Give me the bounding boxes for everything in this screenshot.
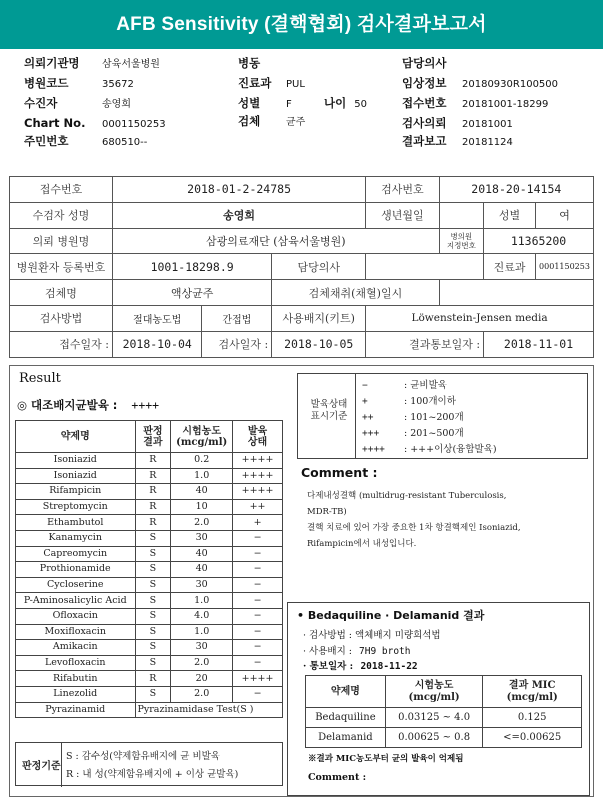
drug-result: S — [135, 562, 171, 578]
header-value: 균주 — [286, 117, 306, 128]
drug-concentration: 1.0 — [171, 468, 233, 484]
table-row — [16, 593, 283, 609]
header-key: 성별 — [238, 96, 261, 110]
header-value: 20181001 — [462, 119, 513, 130]
bd-table — [305, 675, 582, 748]
comment-line: 결핵 치료에 있어 가장 중요한 1차 항결핵제인 Isoniazid, — [307, 523, 521, 533]
drug-name: Ethambutol — [16, 515, 136, 531]
table-row — [16, 655, 283, 671]
drug-concentration: 20 — [171, 671, 233, 687]
bd-note: ※결과 MIC농도부터 균의 발육이 억제됨 — [308, 754, 464, 764]
drug-growth: ++++ — [233, 671, 283, 687]
table-row — [16, 671, 283, 687]
header-key: 결과보고 — [402, 134, 447, 148]
header-value: 35672 — [102, 79, 134, 90]
drug-concentration: 4.0 — [171, 608, 233, 624]
bd-mic: <=0.00625 — [483, 728, 582, 748]
header-ward — [238, 57, 286, 70]
drug-result: R — [135, 515, 171, 531]
drug-growth: − — [233, 608, 283, 624]
bd-conc: 0.00625 ~ 0.8 — [385, 728, 483, 748]
table-row — [16, 562, 283, 578]
comment-line: 다제내성결핵 (multidrug-resistant Tuberculosis, — [307, 491, 507, 501]
legend-row: ++++ : +++이상(융합발육) — [362, 444, 497, 455]
drug-growth: ++++ — [233, 468, 283, 484]
header-key: Chart No. — [24, 116, 86, 130]
bd-conc: 0.03125 ~ 4.0 — [385, 708, 483, 728]
drug-result: R — [135, 671, 171, 687]
department-value: 0001150253 — [536, 254, 594, 280]
report-date: 2018-11-01 — [484, 331, 594, 357]
header-key: 검체 — [238, 114, 261, 128]
header-value: 삼육서울병원 — [102, 59, 160, 70]
method-indirect: 간접법 — [202, 305, 272, 331]
judgement-key: 판정기준 — [22, 761, 61, 772]
header-doctor — [402, 57, 462, 70]
bd-notice-date: · 통보일자 : 2018-11-22 — [303, 661, 418, 672]
table-row — [16, 530, 283, 546]
drug-name: Rifampicin — [16, 484, 136, 500]
judgement-line-r: R : 내 성(약제함유배지에 + 이상 균발육) — [66, 769, 239, 780]
header-value: 50 — [354, 99, 367, 110]
header-request-date — [402, 117, 513, 131]
table-row — [16, 686, 283, 702]
info-label: 병의원 지정번호 — [439, 228, 483, 254]
info-label: 의뢰 병원명 — [10, 228, 113, 254]
info-label: 접수번호 — [10, 177, 113, 203]
drug-concentration: 40 — [171, 562, 233, 578]
designated-number: 11365200 — [484, 228, 594, 254]
drug-growth: − — [233, 546, 283, 562]
drug-concentration: 2.0 — [171, 686, 233, 702]
control-value: ++++ — [131, 398, 160, 412]
header-key: 접수번호 — [402, 96, 447, 110]
header-key: 담당의사 — [402, 56, 447, 70]
legend-row: +++ : 201~500개 — [362, 428, 464, 439]
sex-value: 여 — [536, 202, 594, 228]
drug-result: R — [135, 453, 171, 469]
header-value: 20180930R100500 — [462, 79, 559, 90]
drug-result: S — [135, 530, 171, 546]
info-label: 검사방법 — [10, 305, 113, 331]
drug-concentration: 40 — [171, 484, 233, 500]
drug-concentration: 30 — [171, 640, 233, 656]
info-label: 검체명 — [10, 280, 113, 306]
drug-concentration: 1.0 — [171, 593, 233, 609]
table-row — [16, 608, 283, 624]
divider — [61, 743, 62, 787]
hospital-name: 삼광의료재단 (삼육서울병원) — [113, 228, 440, 254]
info-label: 병원환자 등록번호 — [10, 254, 113, 280]
drug-name: P-Aminosalicylic Acid — [16, 593, 136, 609]
specimen-name: 액상균주 — [113, 280, 272, 306]
method-absolute: 절대농도법 — [113, 305, 202, 331]
bd-title: • Bedaquiline · Delamanid 결과 — [297, 609, 485, 622]
info-label: 성별 — [484, 202, 536, 228]
info-label: 사용배지(키트) — [272, 305, 366, 331]
header-specimen — [238, 115, 305, 129]
drug-result: R — [135, 468, 171, 484]
drug-concentration: 30 — [171, 577, 233, 593]
drug-result: S — [135, 593, 171, 609]
header-key: 주민번호 — [24, 134, 69, 148]
report-title: AFB Sensitivity (결핵협회) 검사결과보고서 — [0, 0, 603, 49]
table-row — [16, 577, 283, 593]
drug-growth: − — [233, 577, 283, 593]
drug-result: S — [135, 686, 171, 702]
judgement-criteria — [15, 742, 283, 786]
header-chart-no — [24, 117, 166, 131]
header-value: PUL — [286, 79, 305, 90]
control-label: ◎ 대조배지균발육 : — [17, 398, 118, 412]
bd-medium: · 사용배지 : 7H9 broth — [303, 646, 411, 657]
table-row — [16, 515, 283, 531]
column-header: 약제명 — [306, 676, 386, 708]
table-row — [16, 468, 283, 484]
header-value: 680510-- — [102, 137, 148, 148]
table-row — [16, 546, 283, 562]
drug-concentration: 30 — [171, 530, 233, 546]
birth-date — [439, 202, 483, 228]
drug-growth: − — [233, 562, 283, 578]
header-report-date — [402, 135, 513, 149]
header-value: 0001150253 — [102, 119, 166, 130]
bd-comment: Comment : — [308, 772, 367, 783]
judgement-line-s: S : 감수성(약제함유배지에 균 비발육 — [66, 751, 220, 762]
comment-line: MDR-TB) — [307, 507, 347, 517]
drug-result: R — [135, 499, 171, 515]
drug-growth: ++++ — [233, 484, 283, 500]
drug-result: S — [135, 546, 171, 562]
drug-growth: + — [233, 515, 283, 531]
column-header: 약제명 — [16, 421, 136, 453]
test-date: 2018-10-05 — [272, 331, 366, 357]
drug-result: S — [135, 640, 171, 656]
drug-concentration: 10 — [171, 499, 233, 515]
bd-method: · 검사방법 : 액체배지 미량희석법 — [303, 630, 441, 641]
drug-growth: − — [233, 530, 283, 546]
legend-row: − : 균비발육 — [362, 380, 447, 391]
drug-result: S — [135, 577, 171, 593]
drug-concentration: 2.0 — [171, 515, 233, 531]
legend-row: ++ : 101~200개 — [362, 412, 464, 423]
drug-name: Levofloxacin — [16, 655, 136, 671]
info-label: 접수일자 : — [10, 331, 113, 357]
header-hospital-code — [24, 77, 134, 91]
drug-name: Isoniazid — [16, 453, 136, 469]
drug-growth: − — [233, 655, 283, 671]
table-row — [306, 708, 582, 728]
header-receipt-no — [402, 97, 548, 111]
header-hospital-name — [24, 57, 160, 71]
header-value: 20181001-18299 — [462, 99, 549, 110]
info-label: 진료과 — [484, 254, 536, 280]
drug-growth: − — [233, 593, 283, 609]
legend-row: + : 100개이하 — [362, 396, 456, 407]
drug-name: Linezolid — [16, 686, 136, 702]
column-header: 시험농도 (mcg/ml) — [385, 676, 483, 708]
header-value: F — [286, 99, 292, 110]
table-row — [16, 453, 283, 469]
table-row — [16, 624, 283, 640]
header-clinical-info — [402, 77, 558, 91]
bd-drug-name: Bedaquiline — [306, 708, 386, 728]
patient-name: 송영희 — [113, 202, 366, 228]
header-key: 진료과 — [238, 76, 272, 90]
result-title: Result — [19, 371, 61, 386]
divider — [355, 374, 356, 458]
pza-test: Pyrazinamidase Test(S ) — [135, 702, 283, 717]
comment-line: Rifampicin에서 내성입니다. — [307, 539, 417, 549]
column-header: 판정 결과 — [135, 421, 171, 453]
medium-name: Löwenstein-Jensen media — [366, 305, 594, 331]
drug-result: R — [135, 484, 171, 500]
drug-result: S — [135, 608, 171, 624]
header-key: 병동 — [238, 56, 261, 70]
control-growth — [17, 397, 159, 413]
header-patient — [24, 97, 131, 111]
drug-growth: − — [233, 686, 283, 702]
header-key: 수진자 — [24, 96, 58, 110]
drug-table — [15, 420, 283, 718]
header-value: 20181124 — [462, 137, 513, 148]
drug-name: Capreomycin — [16, 546, 136, 562]
info-table — [9, 176, 594, 358]
drug-growth: ++++ — [233, 453, 283, 469]
info-label: 검사일자 : — [202, 331, 272, 357]
drug-concentration: 1.0 — [171, 624, 233, 640]
drug-name: Cycloserine — [16, 577, 136, 593]
drug-name: Prothionamide — [16, 562, 136, 578]
info-label: 검체채취(채혈)일시 — [272, 280, 439, 306]
drug-table-body — [16, 453, 283, 703]
drug-name: Streptomycin — [16, 499, 136, 515]
doctor-name — [366, 254, 484, 280]
header-sex — [238, 97, 292, 111]
info-label: 검사번호 — [366, 177, 439, 203]
test-number: 2018-20-14154 — [439, 177, 593, 203]
receive-date: 2018-10-04 — [113, 331, 202, 357]
table-row — [16, 640, 283, 656]
drug-name: Ofloxacin — [16, 608, 136, 624]
column-header: 시험농도 (mcg/ml) — [171, 421, 233, 453]
drug-growth: − — [233, 624, 283, 640]
info-label: 담당의사 — [272, 254, 366, 280]
header-value: 송영희 — [102, 99, 131, 110]
info-label: 결과통보일자 : — [366, 331, 484, 357]
header-resident-no — [24, 135, 147, 149]
comment-text — [307, 488, 591, 552]
drug-name: Rifabutin — [16, 671, 136, 687]
comment-title: Comment : — [301, 465, 378, 480]
header-key: 병원코드 — [24, 76, 69, 90]
pza-name: Pyrazinamid — [16, 702, 136, 717]
pza-row — [16, 702, 283, 717]
header-key: 임상정보 — [402, 76, 447, 90]
drug-name: Isoniazid — [16, 468, 136, 484]
drug-name: Kanamycin — [16, 530, 136, 546]
drug-name: Amikacin — [16, 640, 136, 656]
bd-drug-name: Delamanid — [306, 728, 386, 748]
receipt-number: 2018-01-2-24785 — [113, 177, 366, 203]
drug-concentration: 2.0 — [171, 655, 233, 671]
drug-result: S — [135, 624, 171, 640]
growth-legend — [297, 373, 588, 459]
header-age — [324, 97, 367, 111]
drug-growth: − — [233, 640, 283, 656]
drug-concentration: 40 — [171, 546, 233, 562]
header-key: 의뢰기관명 — [24, 56, 80, 70]
bd-mic: 0.125 — [483, 708, 582, 728]
table-row — [16, 499, 283, 515]
drug-result: S — [135, 655, 171, 671]
collection-datetime — [439, 280, 593, 306]
drug-name: Moxifloxacin — [16, 624, 136, 640]
column-header: 발육 상태 — [233, 421, 283, 453]
info-label: 수검자 성명 — [10, 202, 113, 228]
column-header: 결과 MIC (mcg/ml) — [483, 676, 582, 708]
legend-key: 발육상태 표시기준 — [310, 399, 348, 422]
table-row — [16, 484, 283, 500]
table-row — [306, 728, 582, 748]
header-dept — [238, 77, 305, 91]
header-key: 검사의뢰 — [402, 116, 447, 130]
drug-growth: ++ — [233, 499, 283, 515]
header-key: 나이 — [324, 96, 347, 110]
info-label: 생년월일 — [366, 202, 439, 228]
drug-concentration: 0.2 — [171, 453, 233, 469]
registration-number: 1001-18298.9 — [113, 254, 272, 280]
